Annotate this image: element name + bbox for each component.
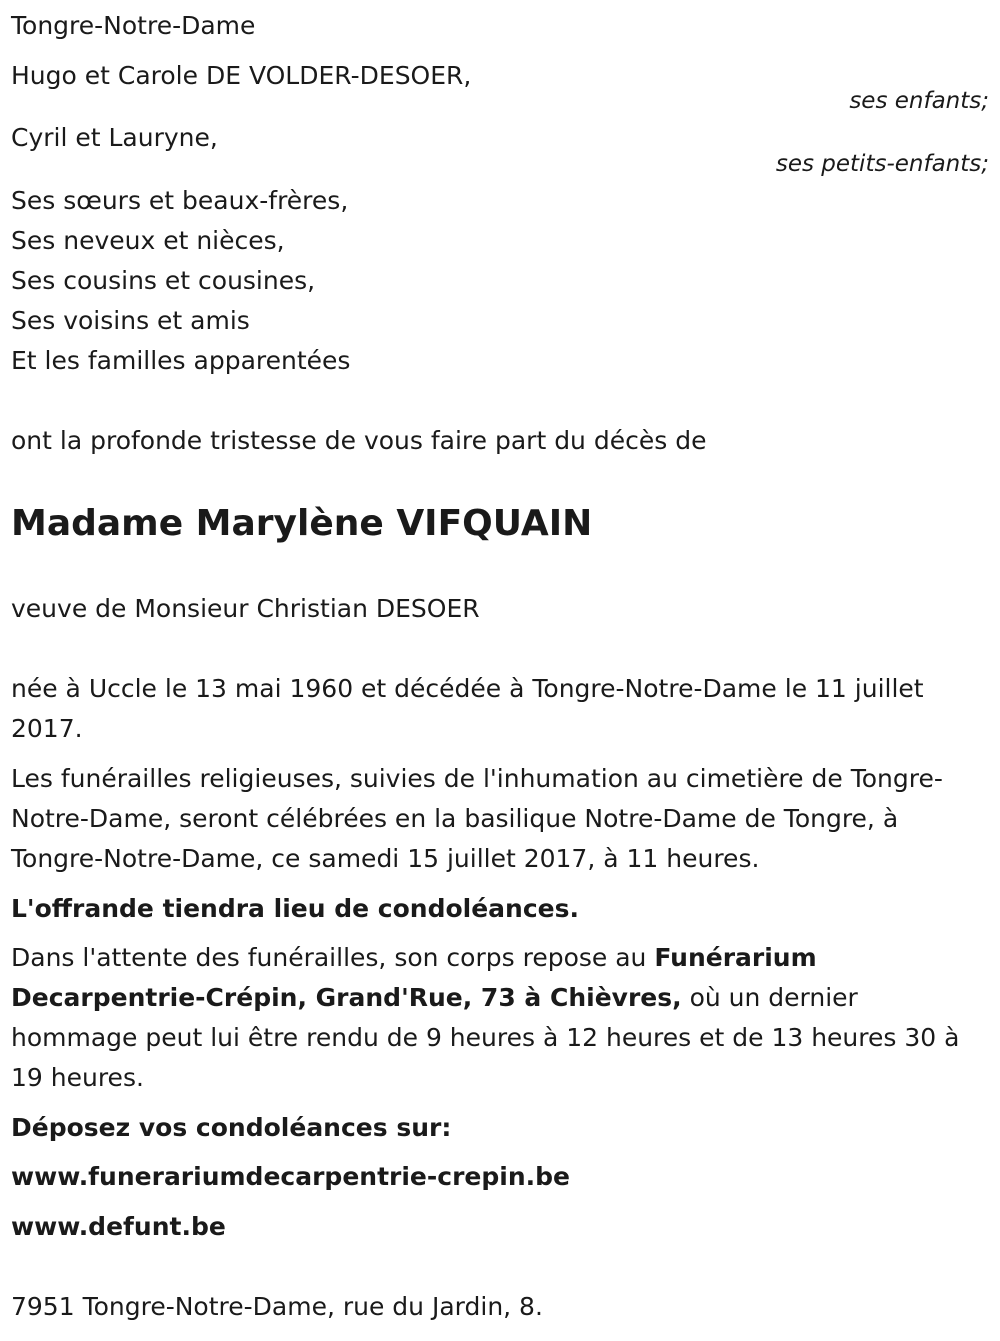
children-names: Hugo et Carole DE VOLDER-DESOER, (11, 61, 472, 90)
home-address: 7951 Tongre-Notre-Dame, rue du Jardin, 8. (11, 1292, 543, 1321)
family-line: Ses voisins et amis (11, 306, 250, 335)
deceased-name: Madame Marylène VIFQUAIN (11, 503, 593, 544)
family-line: Ses neveux et nièces, (11, 226, 285, 255)
family-line: Ses cousins et cousines, (11, 266, 316, 295)
visitation-intro: Dans l'attente des funérailles, son corps repose au (11, 943, 655, 972)
visitation-text (11, 938, 989, 1098)
funeral-details: Les funérailles religieuses, suivies de l'inhumation au cimetière de Tongre-Notre-Dame, seront célébrées en la basilique Notre-Dame de Tongre, à Tongre-Notre-Dame, ce samedi 15 juillet 2017, à 11 heures. (11, 764, 943, 873)
family-line: Et les familles apparentées (11, 346, 351, 375)
visitation-hours: où un dernier hommage peut lui être rendu de 9 heures à 12 heures et de 13 heures 30 à 19 heures. (11, 983, 960, 1092)
family-line: Ses sœurs et beaux-frères, (11, 186, 349, 215)
condolences-link-funerarium[interactable]: www.funerariumdecarpentrie-crepin.be (11, 1162, 570, 1191)
grandchildren-relation: ses petits-enfants; (775, 151, 989, 177)
announcement-text: ont la profonde tristesse de vous faire part du décès de (11, 426, 707, 455)
header-place: Tongre-Notre-Dame (11, 11, 256, 40)
widow-of: veuve de Monsieur Christian DESOER (11, 594, 480, 623)
offering-note: L'offrande tiendra lieu de condoléances. (11, 894, 579, 923)
grandchildren-names: Cyril et Lauryne, (11, 123, 218, 152)
condolences-label: Déposez vos condoléances sur: (11, 1113, 452, 1142)
children-relation: ses enfants; (849, 88, 989, 114)
condolences-link-defunt[interactable]: www.defunt.be (11, 1212, 226, 1241)
birth-death-text: née à Uccle le 13 mai 1960 et décédée à Tongre-Notre-Dame le 11 juillet 2017. (11, 674, 924, 743)
family-list (11, 181, 350, 381)
funerarium-location: Funérarium Decarpentrie-Crépin, Grand'Rue, 73 à Chièvres, (11, 943, 817, 1012)
